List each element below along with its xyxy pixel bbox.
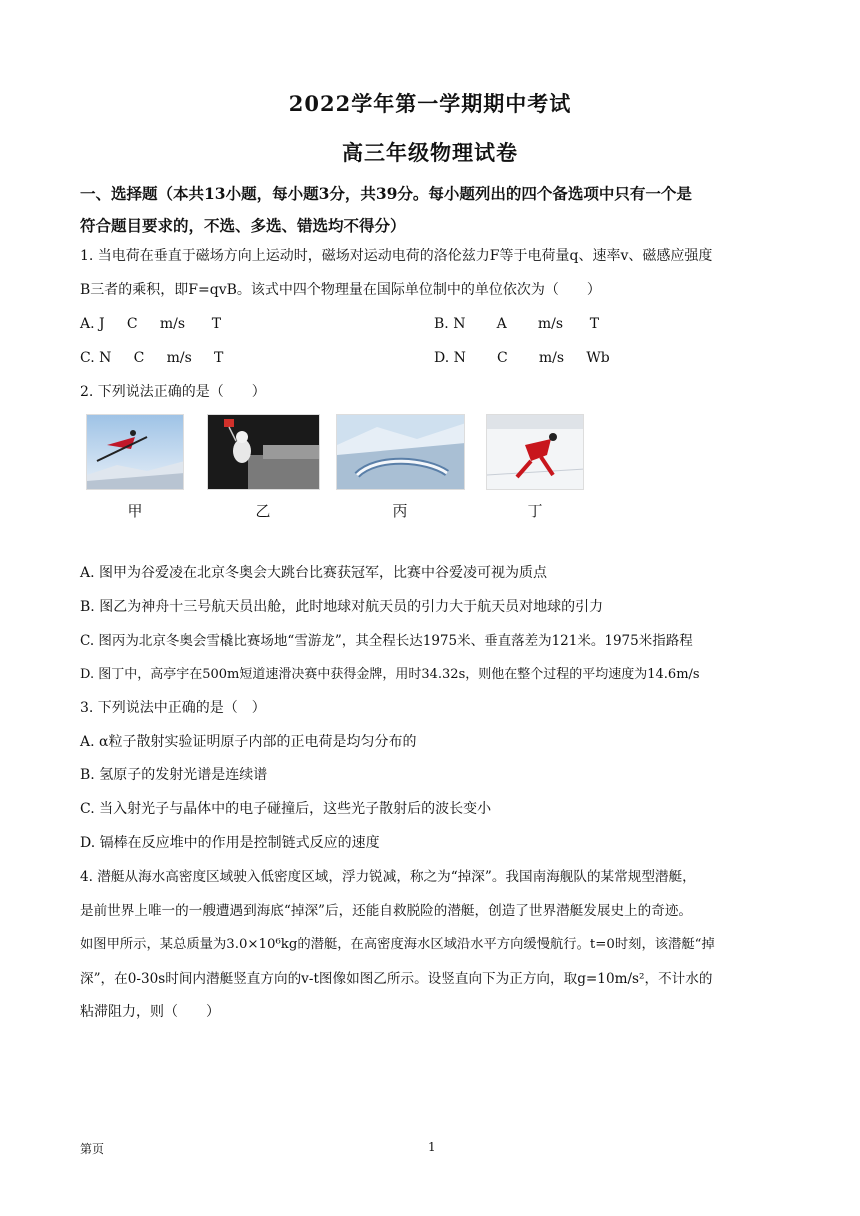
q3-option-c: C. 当入射光子与晶体中的电子碰撞后，这些光子散射后的波长变小 bbox=[80, 801, 492, 817]
figure-bing-sled-track bbox=[336, 414, 465, 490]
q4-line-3: 如图甲所示，某总质量为3.0×10⁶kg的潜艇，在高密度海水区域沿水平方向缓慢航行。t=0时刻，该潜艇“掉 bbox=[80, 937, 715, 952]
q1-option-c: C. N C m/s T bbox=[80, 350, 224, 366]
caption-yi: 乙 bbox=[255, 502, 271, 520]
exam-title: 2022学年第一学期期中考试 bbox=[288, 91, 572, 116]
astronaut-illustration bbox=[208, 415, 320, 490]
q1-option-d: D. N C m/s Wb bbox=[434, 350, 610, 366]
q2-option-a: A. 图甲为谷爱凌在北京冬奥会大跳台比赛获冠军，比赛中谷爱凌可视为质点 bbox=[80, 565, 548, 581]
q2-option-c: C. 图丙为北京冬奥会雪橇比赛场地“雪游龙”，其全程长达1975米、垂直落差为121米。1975米指路程 bbox=[80, 633, 693, 649]
q1-line-2: B三者的乘积，即F=qvB。该式中四个物理量在国际单位制中的单位依次为（ ） bbox=[80, 282, 601, 298]
speed-skater-illustration bbox=[487, 415, 584, 490]
footer-label: 第页 bbox=[80, 1142, 105, 1156]
sled-track-illustration bbox=[337, 415, 465, 490]
q4-line-4: 深”，在0-30s时间内潜艇竖直方向的v-t图像如图乙所示。设竖直向下为正方向，取g=10m/s²，不计水的 bbox=[80, 971, 713, 987]
q4-line-1: 4. 潜艇从海水高密度区域驶入低密度区域，浮力锐减，称之为“掉深”。我国南海舰队的某常规型潜艇， bbox=[80, 869, 696, 885]
q3-option-d: D. 镉棒在反应堆中的作用是控制链式反应的速度 bbox=[80, 835, 380, 851]
figure-jia-ski-jump bbox=[86, 414, 184, 490]
q3-option-a: A. α粒子散射实验证明原子内部的正电荷是均匀分布的 bbox=[80, 734, 417, 750]
section-line-2: 符合题目要求的，不选、多选、错选均不得分） bbox=[80, 216, 406, 235]
caption-bing: 丙 bbox=[392, 502, 408, 520]
q3-stem: 3. 下列说法中正确的是（ ） bbox=[80, 700, 266, 716]
figure-yi-astronaut bbox=[207, 414, 320, 490]
caption-ding: 丁 bbox=[527, 502, 543, 520]
section-heading bbox=[80, 178, 780, 242]
q4-line-5: 粘滞阻力，则（ ） bbox=[80, 1004, 220, 1020]
q1-line-1: 1. 当电荷在垂直于磁场方向上运动时，磁场对运动电荷的洛伦兹力F等于电荷量q、速率v、磁感应强度 bbox=[80, 248, 713, 264]
q1-option-a: A. J C m/s T bbox=[80, 316, 222, 332]
q2-stem: 2. 下列说法正确的是（ ） bbox=[80, 384, 266, 400]
figure-ding-speed-skater bbox=[486, 414, 584, 490]
q2-option-b: B. 图乙为神舟十三号航天员出舱，此时地球对航天员的引力大于航天员对地球的引力 bbox=[80, 599, 604, 615]
section-line-1: 一、选择题（本共13小题，每小题3分，共39分。每小题列出的四个备选项中只有一个是 bbox=[80, 184, 692, 203]
ski-jump-illustration bbox=[87, 415, 184, 490]
q3-option-b: B. 氢原子的发射光谱是连续谱 bbox=[80, 767, 268, 783]
page-number: 1 bbox=[428, 1140, 436, 1154]
q1-option-b: B. N A m/s T bbox=[434, 316, 600, 332]
exam-subtitle: 高三年级物理试卷 bbox=[342, 140, 518, 165]
q2-option-d: D. 图丁中，高亭宇在500m短道速滑决赛中获得金牌，用时34.32s，则他在整个过程的平均速度为14.6m/s bbox=[80, 667, 700, 682]
q4-line-2: 是前世界上唯一的一艘遭遇到海底“掉深”后，还能自救脱险的潜艇，创造了世界潜艇发展史上的奇迹。 bbox=[80, 903, 693, 919]
caption-jia: 甲 bbox=[127, 502, 143, 520]
